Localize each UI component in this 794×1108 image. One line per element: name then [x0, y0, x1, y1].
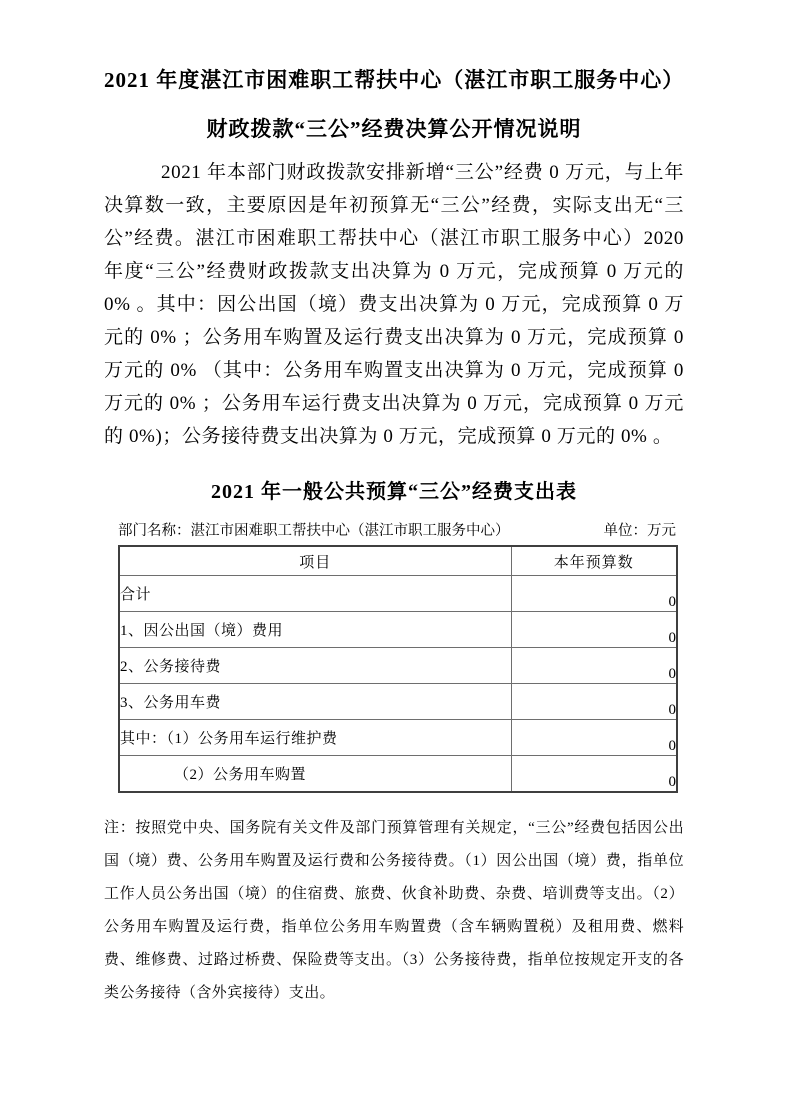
table-row — [119, 612, 677, 648]
table-row — [119, 684, 677, 720]
unit-label: 单位：万元 — [603, 523, 676, 539]
document-title-line2: 财政拨款“三公”经费决算公开情况说明 — [206, 117, 582, 141]
table-row — [119, 648, 677, 684]
table-row — [119, 576, 677, 612]
expense-table-block — [118, 521, 676, 793]
item-cell: 3、公务用车费 — [119, 684, 511, 720]
item-cell: （2）公务用车购置 — [119, 756, 511, 793]
column-header-item: 项目 — [119, 546, 511, 576]
item-cell: 1、因公出国（境）费用 — [119, 612, 511, 648]
value-cell: 0 — [511, 684, 677, 720]
table-row — [119, 720, 677, 756]
item-cell: 合计 — [119, 576, 511, 612]
value-cell: 0 — [511, 756, 677, 793]
value-cell: 0 — [511, 648, 677, 684]
table-row — [119, 756, 677, 793]
expense-table-title: 2021 年一般公共预算“三公”经费支出表 — [211, 481, 577, 503]
department-name-label: 部门名称：湛江市困难职工帮扶中心（湛江市职工服务中心） — [118, 523, 510, 539]
item-cell: 2、公务接待费 — [119, 648, 511, 684]
value-cell: 0 — [511, 720, 677, 756]
value-cell: 0 — [511, 612, 677, 648]
footnote: 注：按照党中央、国务院有关文件及部门预算管理有关规定，“三公”经费包括因公出国（境）费、公务用车购置及运行费和公务接待费。（1）因公出国（境）费，指单位工作人员公务出国（境）的住宿费、旅费、伙食补助费、杂费、培训费等支出。（2）公务用车购置及运行费，指单位公务用车购置费（含车辆购置税）及租用费、燃料费、维修费、过路过桥费、保险费等支出。（3）公务接待费，指单位按规定开支的各类公务接待（含外宾接待）支出。 — [104, 820, 684, 1001]
item-cell: 其中：（1）公务用车运行维护费 — [119, 720, 511, 756]
table-header-row — [119, 546, 677, 576]
summary-paragraph: 2021 年本部门财政拨款安排新增“三公”经费 0 万元，与上年决算数一致，主要原因是年初预算无“三公”经费，实际支出无“三公”经费。湛江市困难职工帮扶中心（湛江市职工服务中心）2020 年度“三公”经费财政拨款支出决算为 0 万元，完成预算 0 万元的 0% 。其中：因公出国（境）费支出决算为 0 万元，完成预算 0 万元的 0% ；公务用车购置及运行费支出决算为 0 万元，完成预算 0 万元的 0% （其中：公务用车购置支出决算为 0 万元，完成预算 0 万元的 0% ；公务用车运行费支出决算为 0 万元，完成预算 0 万元的 0%)；公务接待费支出决算为 0 万元，完成预算 0 万元的 0% 。 — [104, 162, 684, 447]
column-header-budget: 本年预算数 — [511, 546, 677, 576]
document-title-line1: 2021 年度湛江市困难职工帮扶中心（湛江市职工服务中心） — [104, 68, 685, 92]
value-cell: 0 — [511, 576, 677, 612]
table-meta-row — [118, 521, 676, 541]
expense-table — [118, 545, 678, 793]
